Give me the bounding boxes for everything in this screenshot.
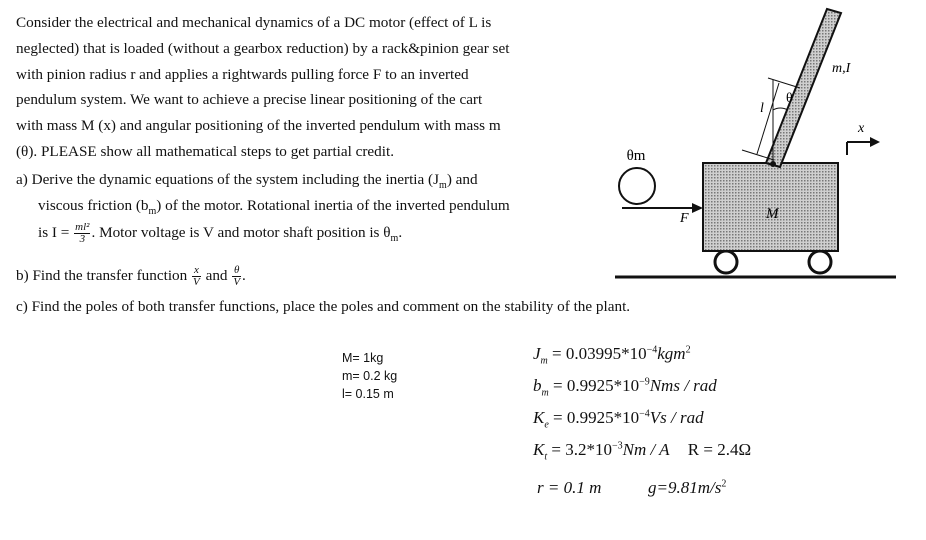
part-a-line-1: a) Derive the dynamic equations of the system including the inertia $(J_m)$ and — [16, 171, 478, 192]
length-label: l — [760, 101, 764, 116]
equation-g: $g=9.81m/s^2$ — [648, 478, 727, 497]
theta-arc — [773, 108, 788, 110]
param-l: l= 0.15 m — [342, 387, 394, 401]
equation-Jm: $J_m = 0.03995*10^{-4}kgm^2$ — [533, 344, 691, 367]
intro-line-4: pendulum system. We want to achieve a precise linear positioning of the cart — [16, 91, 483, 109]
intro-line-6: (θ). PLEASE show all mathematical steps to get partial credit. — [16, 142, 395, 160]
x-label: x — [858, 121, 865, 136]
force-label: F — [680, 211, 689, 226]
tf-x-over-v: $\frac{x}{V}$ — [193, 264, 200, 288]
inertia-fraction: $\frac{\text{ml²}}{3}$ — [75, 221, 90, 245]
part-c: c) Find the poles of both transfer functions, place the poles and comment on the stability of the plant. — [16, 298, 631, 315]
tf-theta-over-v: $\frac{\theta}{V}$ — [233, 264, 241, 288]
part-b: b) Find the transfer function $\frac{x}{V}$ and $\frac{\theta}{V}$ . — [16, 264, 246, 288]
part-a-line-3: is I = $\frac{\text{ml²}}{3}$ . Motor voltage is V and motor shaft position is $\theta_m$. — [38, 221, 403, 245]
intro-line-3: with pinion radius r and applies a rightwards pulling force F to an inverted — [16, 65, 469, 83]
x-arrowhead — [870, 137, 880, 147]
wheel-right — [809, 251, 831, 273]
equation-Kt: $K_t = 3.2*10^{-3}Nm / A$ R = 2.4Ω — [533, 440, 752, 463]
equation-Ke: $K_e = 0.9925*10^{-4}Vs$ / rad — [533, 408, 704, 431]
intro-line-2: neglected) that is loaded (without a gearbox reduction) by a rack&pinion gear set — [16, 39, 510, 57]
equation-r: r = 0.1 m — [537, 478, 602, 497]
param-M: M= 1kg — [342, 351, 384, 365]
pendulum-mass-label: m,I — [832, 61, 851, 76]
pinion — [619, 168, 655, 204]
wheel-left — [715, 251, 737, 273]
part-a-line-2: viscous friction $(b_m)$ of the motor. Rotational inertia of the inverted pendulum — [38, 197, 510, 218]
cart-mass-label: M — [766, 206, 779, 222]
equation-bm: $b_m = 0.9925*10^{-9}Nms$ / rad — [533, 376, 717, 399]
intro-line-5: with mass M (x) and angular positioning of the inverted pendulum with mass m — [16, 117, 501, 135]
intro-line-1: Consider the electrical and mechanical dynamics of a DC motor (effect of L is — [16, 14, 492, 31]
theta-m-label: θm — [626, 148, 646, 164]
theta-label: θ — [786, 91, 793, 106]
force-arrowhead — [692, 203, 703, 213]
param-m: m= 0.2 kg — [342, 369, 398, 383]
